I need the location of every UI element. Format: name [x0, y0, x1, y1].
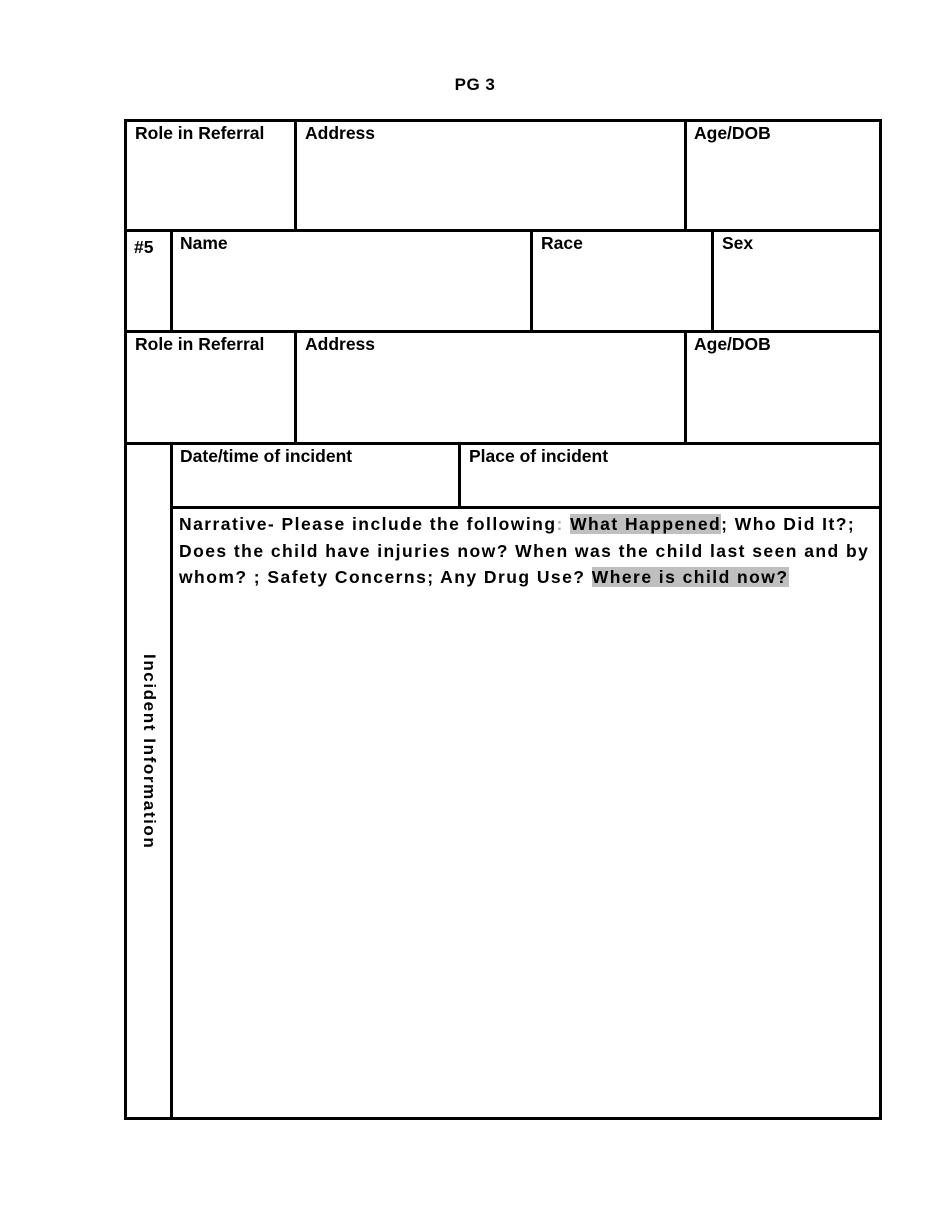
row-divider	[124, 330, 882, 333]
narrative-questions: ; Who Did It?; Does the child have injuries now? When was the child last seen and by whom? ; Safety Concerns; Any Drug Use?	[179, 514, 870, 587]
row-divider	[124, 229, 882, 232]
column-divider	[294, 119, 297, 231]
age-dob-label: Age/DOB	[694, 334, 771, 354]
column-divider	[530, 229, 533, 332]
place-of-incident-field[interactable]	[462, 470, 878, 504]
column-divider	[711, 229, 714, 332]
column-divider	[458, 442, 461, 508]
narrative-highlight-where-is-child: Where is child now?	[591, 567, 789, 587]
narrative-highlight-what-happened: What Happened	[570, 514, 722, 534]
incident-information-label: Incident Information	[140, 654, 159, 850]
role-in-referral-field[interactable]	[128, 147, 292, 227]
age-dob-field[interactable]	[688, 147, 878, 227]
row-divider	[170, 506, 882, 509]
address-label: Address	[305, 123, 376, 143]
sex-label: Sex	[722, 233, 754, 253]
column-divider	[294, 330, 297, 444]
role-in-referral-field[interactable]	[128, 358, 292, 440]
date-time-of-incident-field[interactable]	[174, 470, 456, 504]
narrative-space	[585, 567, 591, 587]
role-in-referral-label: Role in Referral	[135, 334, 265, 354]
race-field[interactable]	[534, 257, 709, 328]
narrative-intro: Narrative- Please include the following	[179, 514, 557, 534]
sex-field[interactable]	[715, 257, 878, 328]
age-dob-field[interactable]	[688, 358, 878, 440]
name-field[interactable]	[174, 257, 528, 328]
column-divider	[170, 442, 173, 1120]
column-divider	[170, 229, 173, 332]
name-label: Name	[180, 233, 228, 253]
column-divider	[684, 330, 687, 444]
date-time-of-incident-label: Date/time of incident	[180, 446, 353, 466]
address-field[interactable]	[298, 358, 682, 440]
role-in-referral-label: Role in Referral	[135, 123, 265, 143]
narrative-field[interactable]	[174, 625, 878, 1115]
place-of-incident-label: Place of incident	[469, 446, 609, 466]
page-title: PG 3	[454, 75, 496, 94]
address-label: Address	[305, 334, 376, 354]
address-field[interactable]	[298, 147, 682, 227]
narrative-colon: :	[556, 514, 564, 534]
race-label: Race	[541, 233, 583, 253]
narrative-instructions	[179, 511, 874, 591]
age-dob-label: Age/DOB	[694, 123, 771, 143]
person-number-label: #5	[134, 237, 154, 257]
column-divider	[684, 119, 687, 231]
row-divider	[124, 442, 882, 445]
